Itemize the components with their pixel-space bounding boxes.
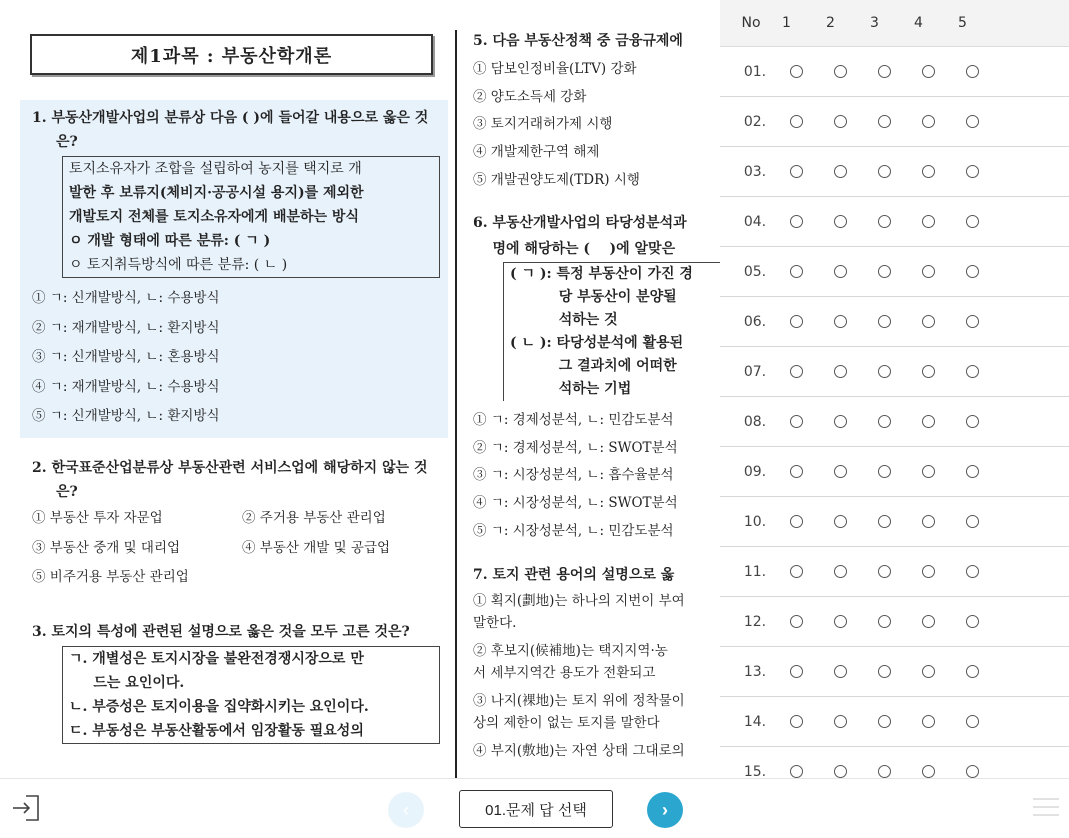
answer-row <box>720 247 1069 297</box>
next-button[interactable]: › <box>647 792 683 828</box>
exam-right-column <box>465 0 720 778</box>
option-line: 상의 제한이 없는 토지를 말한다 <box>473 714 660 731</box>
answer-radio-3[interactable] <box>878 515 891 528</box>
answer-row <box>720 747 1069 778</box>
answer-choice-cell <box>922 515 966 528</box>
option <box>473 690 720 734</box>
answer-choice-cell <box>922 365 966 378</box>
answer-choice-cell <box>922 265 966 278</box>
answer-sheet-header <box>720 0 1069 47</box>
answer-row <box>720 547 1069 597</box>
answer-row <box>720 97 1069 147</box>
answer-radio-1[interactable] <box>790 615 803 628</box>
answer-row <box>720 397 1069 447</box>
answer-choice-cell <box>834 415 878 428</box>
header-choice-3: 3 <box>870 15 879 31</box>
prev-button[interactable]: ‹ <box>388 792 424 828</box>
answer-choice-cell <box>878 465 922 478</box>
question-number: 05. <box>743 263 767 280</box>
option: ④ 부동산 개발 및 공급업 <box>242 539 391 556</box>
answer-radio-2[interactable] <box>834 565 847 578</box>
question-number: 06. <box>743 313 767 330</box>
answer-radio-4[interactable] <box>922 315 935 328</box>
answer-radio-2[interactable] <box>834 515 847 528</box>
answer-choice-cell <box>878 315 922 328</box>
box-line: ( ㄴ ): 타당성분석에 활용된 <box>510 334 684 351</box>
question-box <box>62 156 440 278</box>
box-line: ㅇ 토지취득방식에 따른 분류: ( ㄴ ) <box>69 257 288 273</box>
option: ⑤ 비주거용 부동산 관리업 <box>32 569 189 585</box>
answer-radio-4[interactable] <box>922 365 935 378</box>
question-6[interactable] <box>473 210 720 546</box>
answer-choice-cell <box>878 565 922 578</box>
answer-radio-3[interactable] <box>878 265 891 278</box>
answer-choice-cell <box>834 115 878 128</box>
question-stem: 2. 한국표준산업분류상 부동산관련 서비스업에 해당하지 않는 것은? <box>32 460 428 500</box>
answer-radio-2[interactable] <box>834 715 847 728</box>
box-line: 개발토지 전체를 토지소유자에게 배분하는 방식 <box>69 209 359 225</box>
answer-radio-2[interactable] <box>834 165 847 178</box>
answer-row <box>720 597 1069 647</box>
answer-choice-cell <box>878 365 922 378</box>
answer-radio-4[interactable] <box>922 465 935 478</box>
answer-choice-cell <box>878 265 922 278</box>
option: ① 담보인정비율(LTV) 강화 <box>473 60 637 77</box>
answer-choice-cell <box>966 665 1010 678</box>
option: ④ ㄱ: 재개발방식, ㄴ: 수용방식 <box>32 378 220 395</box>
question-number: 01. <box>743 63 767 80</box>
option <box>473 640 720 684</box>
option: ② ㄱ: 재개발방식, ㄴ: 환지방식 <box>32 319 220 336</box>
answer-radio-5[interactable] <box>966 715 979 728</box>
answer-radio-5[interactable] <box>966 565 979 578</box>
box-line: ㄱ. 개별성은 토지시장을 불완전경쟁시장으로 만 <box>69 651 364 667</box>
answer-radio-4[interactable] <box>922 615 935 628</box>
answer-choice-cell <box>790 715 834 728</box>
answer-choice-cell <box>966 565 1010 578</box>
answer-radio-4[interactable] <box>922 265 935 278</box>
answer-radio-3[interactable] <box>878 765 891 778</box>
answer-choice-cell <box>922 415 966 428</box>
answer-row <box>720 697 1069 747</box>
exam-left-column <box>0 0 453 778</box>
option: ① 부동산 투자 자문업 <box>32 510 163 526</box>
option-row <box>32 534 440 564</box>
answer-choice-cell <box>790 415 834 428</box>
hamburger-menu-icon[interactable] <box>1033 798 1059 818</box>
header-choice-5: 5 <box>958 15 967 31</box>
question-stem: 7. 토지 관련 용어의 설명으로 옳 <box>473 567 675 583</box>
answer-choice-cell <box>878 415 922 428</box>
answer-select-button[interactable]: 01.문제 답 선택 <box>459 790 613 828</box>
answer-choice-cell <box>966 415 1010 428</box>
answer-choice-cell <box>922 315 966 328</box>
answer-radio-3[interactable] <box>878 565 891 578</box>
answer-choice-cell <box>966 715 1010 728</box>
question-stem: 3. 토지의 특성에 관련된 설명으로 옳은 것을 모두 고른 것은? <box>32 624 410 640</box>
answer-radio-1[interactable] <box>790 565 803 578</box>
answer-choice-cell <box>966 165 1010 178</box>
question-number: 11. <box>743 563 767 580</box>
answer-radio-4[interactable] <box>922 565 935 578</box>
answer-radio-1[interactable] <box>790 465 803 478</box>
answer-radio-1[interactable] <box>790 115 803 128</box>
question-box <box>503 262 720 401</box>
answer-radio-2[interactable] <box>834 665 847 678</box>
answer-choice-cell <box>922 115 966 128</box>
box-line: 토지소유자가 조합을 설립하여 농지를 택지로 개 <box>69 161 362 177</box>
answer-choice-cell <box>878 165 922 178</box>
option: ④ ㄱ: 시장성분석, ㄴ: SWOT분석 <box>473 495 678 512</box>
question-number: 09. <box>743 463 767 480</box>
question-number: 15. <box>743 763 767 778</box>
answer-choice-cell <box>790 115 834 128</box>
answer-choice-cell <box>878 715 922 728</box>
header-choice-2: 2 <box>826 15 835 31</box>
answer-radio-5[interactable] <box>966 65 979 78</box>
answer-choice-cell <box>966 215 1010 228</box>
answer-radio-1[interactable] <box>790 315 803 328</box>
answer-radio-3[interactable] <box>878 415 891 428</box>
question-number: 03. <box>743 163 767 180</box>
answer-choice-cell <box>834 465 878 478</box>
answer-choice-cell <box>878 65 922 78</box>
answer-radio-3[interactable] <box>878 215 891 228</box>
answer-radio-1[interactable] <box>790 665 803 678</box>
option: ③ 토지거래허가제 시행 <box>473 116 613 133</box>
answer-radio-5[interactable] <box>966 215 979 228</box>
option: ② ㄱ: 경제성분석, ㄴ: SWOT분석 <box>473 439 678 456</box>
answer-choice-cell <box>790 165 834 178</box>
option-line: ② 후보지(候補地)는 택지지역·농 <box>473 642 668 659</box>
answer-radio-2[interactable] <box>834 615 847 628</box>
question-5[interactable] <box>473 28 720 195</box>
column-divider <box>455 30 457 778</box>
answer-row <box>720 147 1069 197</box>
answer-choice-cell <box>790 765 834 778</box>
answer-radio-5[interactable] <box>966 515 979 528</box>
answer-radio-4[interactable] <box>922 215 935 228</box>
question-number: 04. <box>743 213 767 230</box>
answer-row <box>720 297 1069 347</box>
answer-radio-2[interactable] <box>834 315 847 328</box>
question-3[interactable] <box>20 620 448 750</box>
answer-choice-cell <box>834 515 878 528</box>
answer-row <box>720 347 1069 397</box>
answer-row <box>720 47 1069 97</box>
answer-choice-cell <box>922 615 966 628</box>
question-stem: 6. 부동산개발사업의 타당성분석과 <box>473 215 687 231</box>
box-line: ㄷ. 부동성은 부동산활동에서 임장활동 필요성의 <box>69 723 364 739</box>
answer-radio-4[interactable] <box>922 665 935 678</box>
answer-choice-cell <box>834 715 878 728</box>
answer-radio-5[interactable] <box>966 265 979 278</box>
subject-title: 제1과목 : 부동산학개론 <box>30 34 433 75</box>
answer-row <box>720 447 1069 497</box>
answer-choice-cell <box>922 665 966 678</box>
answer-choice-cell <box>878 115 922 128</box>
box-line: 발한 후 보류지(체비지·공공시설 용지)를 제외한 <box>69 185 364 201</box>
answer-radio-4[interactable] <box>922 515 935 528</box>
answer-radio-3[interactable] <box>878 115 891 128</box>
option: ⑤ 개발권양도제(TDR) 시행 <box>473 171 640 188</box>
answer-choice-cell <box>878 215 922 228</box>
answer-choice-cell <box>790 565 834 578</box>
option-row <box>32 504 440 534</box>
question-number: 10. <box>743 513 767 530</box>
option: ① ㄱ: 경제성분석, ㄴ: 민감도분석 <box>473 411 674 428</box>
answer-radio-5[interactable] <box>966 615 979 628</box>
answer-radio-4[interactable] <box>922 715 935 728</box>
question-stem: 5. 다음 부동산정책 중 금융규제에 <box>473 33 683 49</box>
answer-radio-2[interactable] <box>834 365 847 378</box>
answer-radio-2[interactable] <box>834 765 847 778</box>
option-line: 서 세부지역간 용도가 전환되고 <box>473 664 656 681</box>
answer-radio-1[interactable] <box>790 515 803 528</box>
answer-choice-cell <box>790 365 834 378</box>
question-stem: 1. 부동산개발사업의 분류상 다음 ( )에 들어갈 내용으로 옳은 것은? <box>32 110 429 150</box>
answer-radio-1[interactable] <box>790 165 803 178</box>
option-line: ③ 나지(裸地)는 토지 위에 정착물이 <box>473 692 685 709</box>
box-line: 드는 요인이다. <box>69 675 185 691</box>
answer-radio-1[interactable] <box>790 415 803 428</box>
answer-radio-1[interactable] <box>790 265 803 278</box>
answer-radio-2[interactable] <box>834 215 847 228</box>
answer-choice-cell <box>834 565 878 578</box>
answer-choice-cell <box>878 765 922 778</box>
answer-radio-2[interactable] <box>834 115 847 128</box>
answer-choice-cell <box>966 615 1010 628</box>
answer-radio-3[interactable] <box>878 165 891 178</box>
answer-radio-4[interactable] <box>922 65 935 78</box>
answer-choice-cell <box>790 215 834 228</box>
answer-rows <box>720 47 1069 778</box>
answer-sheet <box>720 0 1069 778</box>
answer-choice-cell <box>966 315 1010 328</box>
box-line: ㄴ. 부증성은 토지이용을 집약화시키는 요인이다. <box>69 699 369 715</box>
exit-icon[interactable] <box>10 793 42 823</box>
option: ③ 부동산 중개 및 대리업 <box>32 539 181 556</box>
answer-choice-cell <box>834 665 878 678</box>
answer-choice-cell <box>922 565 966 578</box>
header-choice-4: 4 <box>914 15 923 31</box>
question-1[interactable] <box>20 100 448 438</box>
answer-radio-1[interactable] <box>790 65 803 78</box>
option-row <box>32 563 440 593</box>
answer-choice-cell <box>790 665 834 678</box>
box-line: 그 결과치에 어떠한 <box>510 357 677 374</box>
answer-choice-cell <box>834 765 878 778</box>
header-choice-1: 1 <box>782 15 791 31</box>
answer-choice-cell <box>878 615 922 628</box>
answer-choice-cell <box>790 515 834 528</box>
answer-choice-cell <box>966 515 1010 528</box>
answer-choice-cell <box>834 215 878 228</box>
answer-radio-4[interactable] <box>922 765 935 778</box>
answer-radio-2[interactable] <box>834 465 847 478</box>
answer-radio-2[interactable] <box>834 65 847 78</box>
answer-choice-cell <box>834 265 878 278</box>
answer-choice-cell <box>790 465 834 478</box>
answer-choice-cell <box>790 315 834 328</box>
box-line: 당 부동산이 분양될 <box>510 288 677 305</box>
option <box>473 740 720 762</box>
answer-radio-3[interactable] <box>878 315 891 328</box>
box-line: ㅇ 개발 형태에 따른 분류: ( ㄱ ) <box>69 233 271 249</box>
answer-choice-cell <box>922 165 966 178</box>
answer-radio-5[interactable] <box>966 765 979 778</box>
answer-radio-1[interactable] <box>790 765 803 778</box>
answer-choice-cell <box>922 765 966 778</box>
answer-choice-cell <box>922 65 966 78</box>
answer-radio-3[interactable] <box>878 465 891 478</box>
box-line: 석하는 것 <box>510 311 618 328</box>
answer-radio-3[interactable] <box>878 715 891 728</box>
answer-choice-cell <box>966 65 1010 78</box>
question-number: 12. <box>743 613 767 630</box>
option <box>473 590 720 634</box>
option: ④ 개발제한구역 해제 <box>473 144 600 161</box>
question-box <box>62 646 440 744</box>
question-number: 13. <box>743 663 767 680</box>
answer-radio-1[interactable] <box>790 715 803 728</box>
option: ⑤ ㄱ: 시장성분석, ㄴ: 민감도분석 <box>473 522 674 539</box>
answer-choice-cell <box>834 365 878 378</box>
answer-choice-cell <box>790 65 834 78</box>
answer-row <box>720 197 1069 247</box>
option-line: ④ 부지(敷地)는 자연 상태 그대로의 <box>473 742 685 759</box>
answer-choice-cell <box>834 315 878 328</box>
answer-radio-2[interactable] <box>834 415 847 428</box>
answer-radio-5[interactable] <box>966 665 979 678</box>
box-line: 석하는 기법 <box>510 380 632 397</box>
answer-radio-3[interactable] <box>878 615 891 628</box>
question-number: 02. <box>743 113 767 130</box>
answer-choice-cell <box>790 615 834 628</box>
option-line: 말한다. <box>473 614 517 631</box>
answer-choice-cell <box>922 465 966 478</box>
question-number: 08. <box>743 413 767 430</box>
question-2[interactable] <box>20 456 448 593</box>
question-number: 14. <box>743 713 767 730</box>
option-line: ① 획지(劃地)는 하나의 지번이 부여 <box>473 592 685 609</box>
answer-choice-cell <box>922 715 966 728</box>
answer-choice-cell <box>790 265 834 278</box>
option: ③ ㄱ: 시장성분석, ㄴ: 흡수율분석 <box>473 467 674 484</box>
answer-choice-cell <box>878 665 922 678</box>
answer-radio-5[interactable] <box>966 465 979 478</box>
answer-radio-4[interactable] <box>922 115 935 128</box>
answer-radio-5[interactable] <box>966 115 979 128</box>
answer-choice-cell <box>966 365 1010 378</box>
answer-radio-4[interactable] <box>922 165 935 178</box>
answer-radio-3[interactable] <box>878 665 891 678</box>
answer-choice-cell <box>878 515 922 528</box>
answer-radio-3[interactable] <box>878 65 891 78</box>
answer-choice-cell <box>966 765 1010 778</box>
answer-radio-1[interactable] <box>790 365 803 378</box>
answer-choice-cell <box>834 165 878 178</box>
answer-row <box>720 497 1069 547</box>
answer-radio-5[interactable] <box>966 165 979 178</box>
answer-choice-cell <box>834 65 878 78</box>
answer-choice-cell <box>966 265 1010 278</box>
box-line: ( ㄱ ): 특정 부동산이 가진 경 <box>510 265 693 282</box>
option: ③ ㄱ: 신개발방식, ㄴ: 혼용방식 <box>32 349 220 365</box>
answer-radio-5[interactable] <box>966 365 979 378</box>
answer-radio-1[interactable] <box>790 215 803 228</box>
answer-radio-5[interactable] <box>966 415 979 428</box>
answer-choice-cell <box>966 115 1010 128</box>
option: ② 양도소득세 강화 <box>473 88 587 105</box>
question-stem-cont: 명에 해당하는 ( )에 알맞은 <box>473 240 676 257</box>
question-number: 07. <box>743 363 767 380</box>
answer-radio-2[interactable] <box>834 265 847 278</box>
question-7[interactable] <box>473 562 720 768</box>
answer-row <box>720 647 1069 697</box>
answer-radio-4[interactable] <box>922 415 935 428</box>
option: ⑤ ㄱ: 신개발방식, ㄴ: 환지방식 <box>32 408 220 424</box>
option: ② 주거용 부동산 관리업 <box>242 510 386 526</box>
answer-choice-cell <box>922 215 966 228</box>
option: ① ㄱ: 신개발방식, ㄴ: 수용방식 <box>32 290 220 306</box>
header-no: No <box>741 15 761 31</box>
answer-choice-cell <box>834 615 878 628</box>
answer-choice-cell <box>966 465 1010 478</box>
answer-radio-3[interactable] <box>878 365 891 378</box>
answer-radio-5[interactable] <box>966 315 979 328</box>
